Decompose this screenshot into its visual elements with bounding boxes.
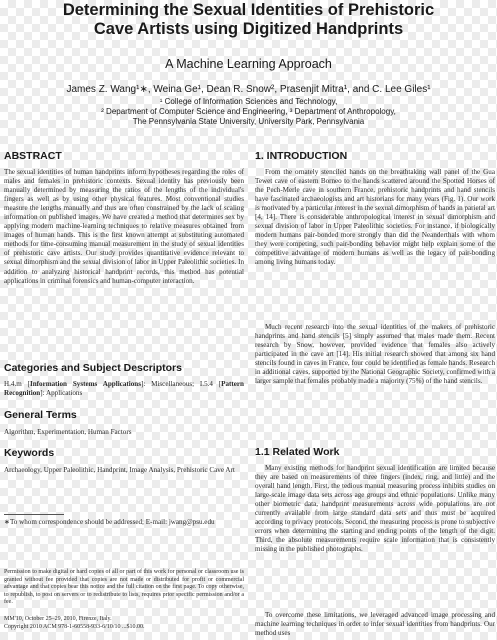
affiliation-3: The Pennsylvania State University, University Park, Pennsylvania (132, 117, 365, 126)
conference-info: MM'10, October 25–29, 2010, Firenze, Italy. (4, 616, 112, 622)
paper-title-line-2: Cave Artists using Digitized Handprints (93, 20, 404, 38)
keywords-heading: Keywords (4, 447, 55, 459)
introduction-paragraph-2: Much recent research into the sexual identities of the makers of prehistoric handprints and hand stencils [5] simply assumed that males made them. Recent research by Snow, however, provided evidence that females also actively participated in the cave art [14]. His initial research showed that among six hand stencils found in caves in France, four could be identified as female hands. Research in additional caves, supported by the National Geographic Society, confirmed with a larger sample that females probably made a majority (75%) of the hand stencils. (255, 323, 495, 386)
correspondence-footnote: ∗To whom correspondence should be addressed; E-mail: jwang@psu.edu (4, 518, 215, 526)
general-terms-text: Algorithm, Experimentation, Human Factors (4, 428, 132, 436)
categories-text-b: ]: Miscellaneous; I.5.4 [ (140, 380, 222, 388)
paper-title-line-1: Determining the Sexual Identities of Prehistoric (62, 1, 435, 19)
categories-bold-b: Pattern Recognition (4, 380, 245, 398)
affiliation-2: ² Department of Computer Science and Engineering, ³ Department of Anthropology, (101, 107, 396, 116)
categories-text-a: H.4.m [ (4, 380, 30, 388)
abstract-text: The sexual identities of human handprints inform hypotheses regarding the roles of males and females in prehistoric contexts. Sexual identity has previously been manually determined by measuring the ratios of the lengths of the individual's fingers as well as by using other physical features. Most conventional studies measure the lengths manually and thus are often constrained by the lack of scaling information on published images. We have created a method that determines sex by applying modern machine-learning techniques to relative measures obtained from images of human hands. This is the first known attempt at substituting automated methods for time-consuming manual measurement in the study of sexual identities of prehistoric cave artists. Our study provides quantitative evidence relevant to sexual dimorphism and the sexual division of labor in Upper Paleolithic societies. In addition to analyzing historical handprint records, this method has potential applications in criminal forensics and human-computer interaction. (4, 168, 244, 285)
related-work-paragraph-1: Many existing methods for handprint sexual identification are limited because they are based on measurements of three fingers (index, ring, and little) and the overall hand length. First, the tedious manual measuring process inhibits studies on large-scale image data sets across age groups and ethnic populations. Unlike many other biometric data, handprint measurements across wide populations are not currently available from large standard data sets and thus must be acquired according to privacy protocols. Second, the measuring process is prone to subjective errors when determining the starting and ending points of the length of the digit. Third, the absolute measurements require scale information that is consistently missing in the published photographs. (255, 464, 495, 554)
copyright-notice: Copyright 2010 ACM 978-1-60558-933-6/10/10 ...$10.00. (4, 624, 145, 630)
author-list: James Z. Wang¹∗, Weina Ge¹, Dean R. Snow², Prasenjit Mitra¹, and C. Lee Giles¹ (66, 84, 431, 95)
categories-heading: Categories and Subject Descriptors (4, 362, 182, 374)
paper-subtitle: A Machine Learning Approach (165, 57, 332, 71)
introduction-paragraph-1: From the ornately stenciled hands on the breathtaking wall panel of the Gua Tewet cave of eastern Borneo to the hands scattered around the Spotted Horses of the Pech-Merle cave in southern France, prehistoric handprints and hand stencils have fascinated archaeologists and art historians for many years (Fig. 1). Our work is motivated by a particular interest in the sexual dimorphism of hands in parietal art [4, 14]. There is considerable anthropological interest in sexual dimorphism and sexual division of labor in Upper Paleolithic societies. For instance, if biologically modern humans pair-bonded more strongly than did the Neanderthals with whom they were competing, such pair-bonding behavior might help explain some of the competitive advantage of modern humans as well as the legacy of pair-bonding among living humans today. (255, 168, 495, 267)
footnote-rule (4, 514, 64, 515)
affiliation-1: ¹ College of Information Sciences and Technology, (159, 97, 338, 106)
related-work-paragraph-2: To overcome these limitations, we leveraged advanced image processing and machine learning techniques in order to infer sexual identities from handprints. Our method uses (255, 611, 495, 638)
introduction-heading: 1. INTRODUCTION (255, 150, 348, 162)
categories-text (4, 380, 244, 398)
categories-bold-a: Information Systems Applications (29, 380, 141, 388)
abstract-heading: ABSTRACT (4, 150, 62, 162)
categories-text-c: ]: Applications (40, 389, 83, 398)
keywords-text: Archaeology, Upper Paleolithic, Handprint, Image Analysis, Prehistoric Cave Art (4, 466, 235, 474)
related-work-heading: 1.1 Related Work (255, 446, 340, 458)
permission-notice: Permission to make digital or hard copies of all or part of this work for personal or classroom use is granted without fee provided that copies are not made or distributed for profit or commercial advantage and that copies bear this notice and the full citation on the first page. To copy otherwise, to republish, to post on servers or to redistribute to lists, requires prior specific permission and/or a fee. (4, 569, 244, 605)
general-terms-heading: General Terms (4, 409, 77, 421)
